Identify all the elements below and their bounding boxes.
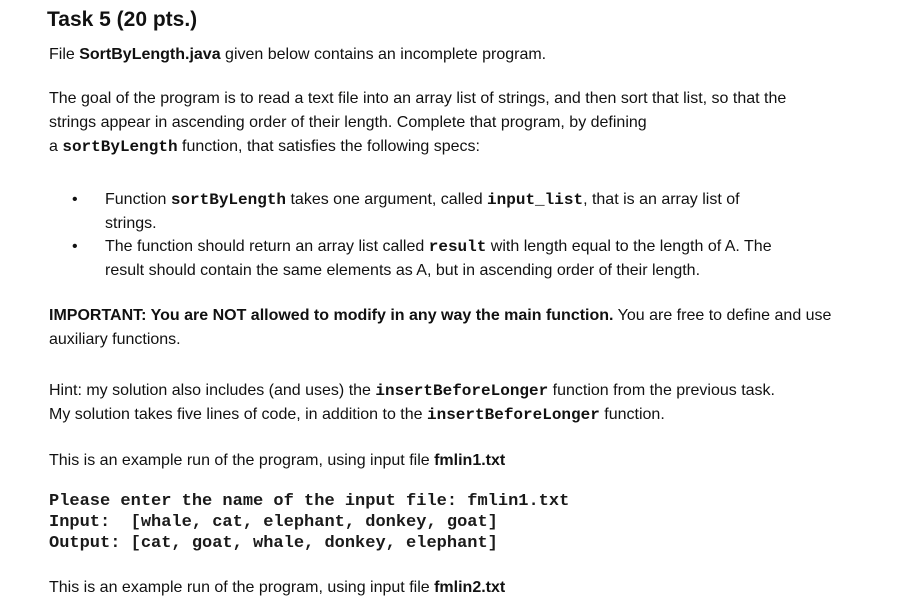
spec-item-line-2: result should contain the same elements as A, but in ascending order of their length.	[105, 262, 701, 279]
spec-text: Function	[105, 191, 171, 208]
task-title: Task 5 (20 pts.)	[47, 8, 198, 31]
console-output	[49, 491, 569, 554]
goal-line-3-pre: a	[49, 138, 63, 155]
spec-text: with length equal to the length of A. The	[486, 238, 772, 255]
bullet-icon: •	[72, 191, 78, 208]
example-2-file: fmlin2.txt	[434, 579, 506, 596]
bullet-icon: •	[72, 238, 78, 255]
spec-code: sortByLength	[170, 191, 287, 209]
example-2-paragraph	[49, 576, 505, 600]
spec-text: takes one argument, called	[286, 191, 488, 208]
hint-code: insertBeforeLonger	[427, 406, 600, 424]
spec-item	[47, 188, 772, 235]
spec-item-line-1	[105, 188, 772, 212]
important-rest: You are free to define and use	[613, 307, 832, 324]
goal-line-1: The goal of the program is to read a text file into an array list of strings, and then sort that list, so that the	[49, 90, 787, 107]
intro-paragraph	[49, 43, 546, 67]
hint-line-2	[49, 403, 775, 427]
intro-filename: SortByLength.java	[79, 46, 221, 63]
intro-post: given below contains an incomplete program.	[220, 46, 547, 63]
hint-paragraph	[49, 379, 775, 427]
important-paragraph	[49, 304, 831, 352]
console-line: Input: [whale, cat, elephant, donkey, goat]	[49, 513, 498, 532]
goal-line-3	[49, 135, 786, 159]
console-line: Please enter the name of the input file: fmlin1.txt	[49, 492, 570, 511]
important-line-2: auxiliary functions.	[49, 331, 181, 348]
hint-text: function.	[599, 406, 665, 423]
spec-item-line-1	[105, 235, 772, 259]
example-1-paragraph	[49, 449, 505, 473]
spec-list	[47, 188, 772, 282]
spec-text: , that is an array list of	[583, 191, 740, 208]
example-1-text: This is an example run of the program, using input file	[49, 452, 435, 469]
goal-line-3-code: sortByLength	[62, 138, 178, 156]
spec-code: result	[428, 238, 487, 256]
spec-item-line-2: strings.	[105, 215, 157, 232]
spec-text: The function should return an array list called	[105, 238, 429, 255]
goal-line-2: strings appear in ascending order of their length. Complete that program, by defining	[49, 114, 647, 131]
hint-text: function from the previous task.	[548, 382, 775, 399]
example-2-text: This is an example run of the program, using input file	[49, 579, 435, 596]
important-bold: IMPORTANT: You are NOT allowed to modify in any way the main function.	[49, 307, 614, 324]
hint-code: insertBeforeLonger	[375, 382, 549, 400]
intro-pre: File	[49, 46, 80, 63]
hint-text: My solution takes five lines of code, in addition to the	[49, 406, 427, 423]
console-line: Output: [cat, goat, whale, donkey, elephant]	[49, 534, 498, 553]
spec-code: input_list	[487, 191, 584, 209]
hint-line-1	[49, 379, 775, 403]
important-line-1	[49, 304, 831, 328]
goal-line-3-post: function, that satisfies the following specs:	[177, 138, 480, 155]
hint-text: Hint: my solution also includes (and uses) the	[49, 382, 376, 399]
example-1-file: fmlin1.txt	[434, 452, 506, 469]
spec-item	[47, 235, 772, 282]
goal-paragraph	[49, 87, 786, 159]
